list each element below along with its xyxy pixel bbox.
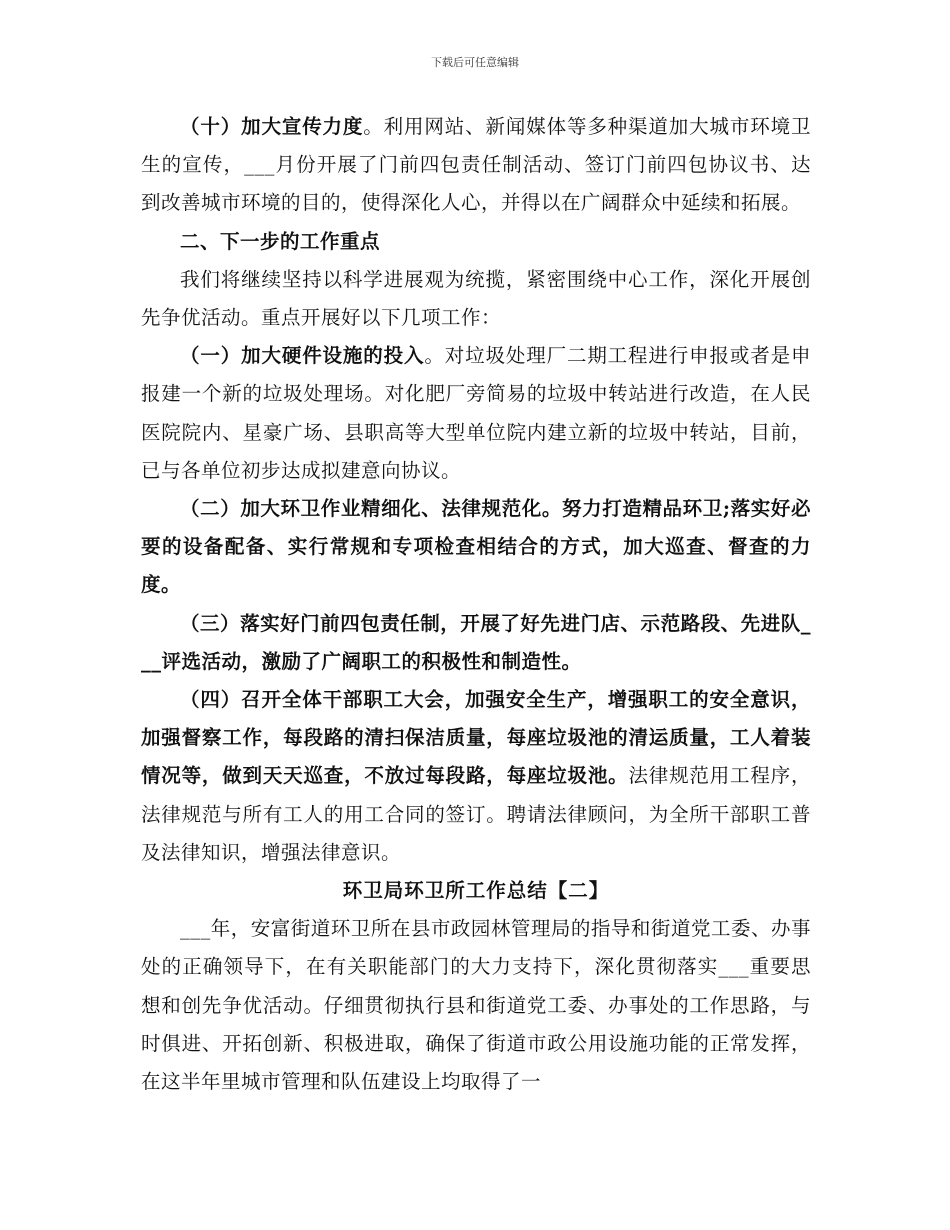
paragraph-refinement: （二）加大环卫作业精细化、法律规范化。努力打造精品环卫;落实好必要的设备配备、实行常规和专项检查相结合的方式，加大巡查、督查的力度。: [141, 497, 811, 597]
paragraph-intro: 我们将继续坚持以科学进展观为统揽，紧密围绕中心工作，深化开展创先争优活动。重点开展好以下几项工作：: [141, 267, 811, 330]
paragraph-lead: （四）召开全体干部职工大会，加强安全生产，增强职工的安全意识，加强督察工作，每段路的清扫保洁质量，每座垃圾池的清运质量，工人着装情况等，做到天天巡查，不放过每段路，每座垃圾池。: [141, 688, 811, 788]
page-header-note: 下载后可任意编辑: [431, 56, 519, 69]
paragraph-responsibility: （三）落实好门前四包责任制，开展了好先进门店、示范路段、先进队___评选活动，激励了广阔职工的积极性和制造性。: [141, 611, 811, 673]
paragraph-lead: （一）加大硬件设施的投入: [180, 344, 425, 368]
paragraph-hardware: [141, 337, 811, 490]
paragraph-text: 。对垃圾处理厂二期工程进行申报或者是申报建一个新的垃圾处理场。对化肥厂旁简易的垃圾中转站进行改造，在人民医院院内、星豪广场、县职高等大型单位院内建立新的垃圾中转站，目前，已与各单位初步达成拟建意向协议。: [141, 344, 811, 482]
document-body: [141, 108, 811, 1101]
paragraph-text: 法律规范用工程序，法律规范与所有工人的用工合同的签订。聘请法律顾问，为全所干部职工普及法律知识，增强法律意识。: [141, 764, 811, 864]
paragraph-publicity: [141, 108, 811, 223]
document-title-two: 环卫局环卫所工作总结【二】: [342, 879, 610, 903]
section-heading-next-steps: 二、下一步的工作重点: [180, 229, 381, 253]
paragraph-text: 。利用网站、新闻媒体等多种渠道加大城市环境卫生的宣传，___月份开展了门前四包责任制活动、签订门前四包协议书、达到改善城市环境的目的，使得深化人心，并得以在广阔群众中延续和拓展。: [141, 115, 811, 215]
paragraph-summary-two: ___年，安富街道环卫所在县市政园林管理局的指导和街道党工委、办事处的正确领导下，在有关职能部门的大力支持下，深化贯彻落实___重要思想和创先争优活动。仔细贯彻执行县和街道党工委、办事处的工作思路，与时俱进、开拓创新、积极进取，确保了街道市政公用设施功能的正常发挥，在这半年里城市管理和队伍建设上均取得了一: [141, 917, 811, 1094]
paragraph-staff-meeting: [141, 681, 811, 872]
paragraph-lead: （十）加大宣传力度: [180, 115, 364, 138]
